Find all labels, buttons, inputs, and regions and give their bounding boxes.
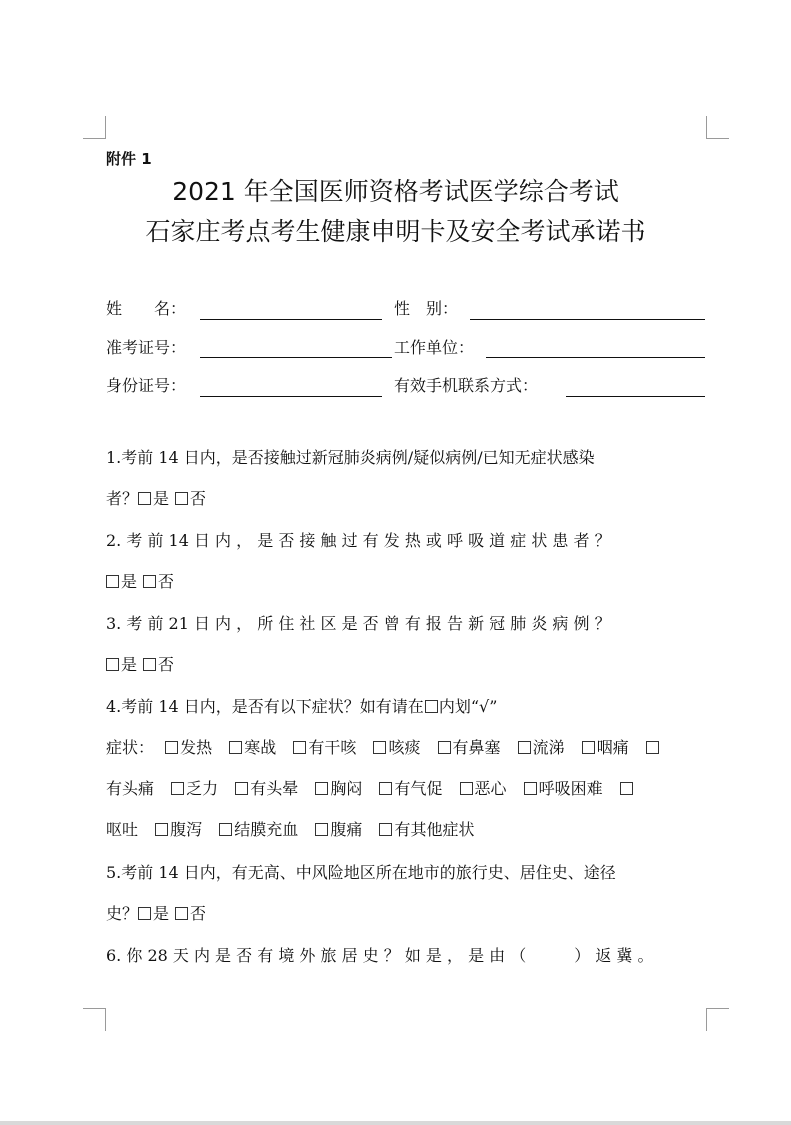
phone-label: 有效手机联系方式： [394,376,539,395]
gender-label: 性 别： [394,299,459,318]
symptom-dyspnea: 呼吸困难 [538,779,603,798]
phone-input-line[interactable] [566,396,705,397]
id-number-input-line[interactable] [200,396,382,397]
symptom-sputum: 咳痰 [388,738,421,757]
checkbox-shortness-of-breath[interactable] [379,782,392,795]
question-4-suffix: 内划“√” [438,697,498,716]
symptom-diarrhea: 腹泻 [170,820,203,839]
q2-no-label: 否 [158,572,175,591]
name-input-line[interactable] [200,319,382,320]
q5-no-label: 否 [190,904,207,923]
attachment-label: 附件 1 [106,150,152,168]
question-5-text: 5.考前 14 日内，有无高、中风险地区所在地市的旅行史、居住史、途径 [106,863,616,882]
example-checkbox-icon [425,700,438,713]
question-1-text: 1.考前 14 日内，是否接触过新冠肺炎病例/疑似病例/已知无症状感染 [106,448,595,467]
question-1-options [106,488,706,510]
name-label: 姓 名： [106,299,187,318]
crop-mark-top-left [83,116,106,139]
crop-mark-bottom-right [706,1008,729,1031]
checkbox-headache[interactable] [646,741,659,754]
checkbox-dizziness[interactable] [235,782,248,795]
symptoms-label: 症状： [106,738,155,757]
checkbox-chest-tightness[interactable] [315,782,328,795]
symptom-nausea: 恶心 [474,779,507,798]
symptoms-row-2 [106,778,706,800]
work-unit-input-line[interactable] [486,357,705,358]
checkbox-q5-yes[interactable] [138,907,151,920]
symptom-chills: 寒战 [244,738,277,757]
q3-no-label: 否 [158,655,175,674]
question-5-options [106,903,706,925]
checkbox-chills[interactable] [229,741,242,754]
q1-yes-label: 是 [153,489,170,508]
q3-yes-label: 是 [121,655,138,674]
symptom-dizziness: 有头晕 [250,779,299,798]
checkbox-dyspnea[interactable] [524,782,537,795]
symptom-chest-tightness: 胸闷 [330,779,363,798]
checkbox-q2-yes[interactable] [106,575,119,588]
question-2-options [106,571,706,593]
question-5-text-cont: 史？ [106,904,139,923]
checkbox-q2-no[interactable] [143,575,156,588]
checkbox-abdominal-pain[interactable] [315,823,328,836]
gender-input-line[interactable] [470,319,705,320]
symptom-fever: 发热 [180,738,213,757]
id-number-label: 身份证号： [106,376,187,395]
symptom-sore-throat: 咽痛 [596,738,629,757]
checkbox-dry-cough[interactable] [293,741,306,754]
checkbox-nasal-congestion[interactable] [438,741,451,754]
checkbox-q3-no[interactable] [143,658,156,671]
question-1-text-cont: 者？ [106,489,139,508]
work-unit-label: 工作单位： [394,338,475,357]
crop-mark-top-right [706,116,729,139]
checkbox-sputum[interactable] [373,741,386,754]
checkbox-runny-nose[interactable] [518,741,531,754]
checkbox-q3-yes[interactable] [106,658,119,671]
checkbox-q1-yes[interactable] [138,492,151,505]
symptom-conjunctival-congestion: 结膜充血 [234,820,299,839]
question-2-text: 2. 考 前 14 日 内 ， 是 否 接 触 过 有 发 热 或 呼 吸 道 症 状 患 者 ？ [106,531,611,550]
symptoms-row-3 [106,819,706,841]
checkbox-vomiting[interactable] [620,782,633,795]
symptom-fatigue: 乏力 [186,779,219,798]
checkbox-sore-throat[interactable] [582,741,595,754]
symptom-abdominal-pain: 腹痛 [330,820,363,839]
question-6-text: 6. 你 28 天 内 是 否 有 境 外 旅 居 史 ？ 如 是 ， 是 由 （ ） 返 冀 。 [106,946,654,965]
symptom-shortness-of-breath: 有气促 [394,779,443,798]
question-4-prefix: 4.考前 14 日内，是否有以下症状？如有请在 [106,697,424,716]
exam-number-label: 准考证号： [106,338,187,357]
document-title-line-2: 石家庄考点考生健康申明卡及安全考试承诺书 [145,217,646,246]
q2-yes-label: 是 [121,572,138,591]
q1-no-label: 否 [190,489,207,508]
symptom-nasal-congestion: 有鼻塞 [452,738,501,757]
question-4-text [106,696,706,718]
symptoms-row-1 [106,737,706,759]
crop-mark-bottom-left [83,1008,106,1031]
checkbox-other-symptoms[interactable] [379,823,392,836]
checkbox-diarrhea[interactable] [155,823,168,836]
q5-yes-label: 是 [153,904,170,923]
symptom-headache: 有头痛 [106,779,155,798]
checkbox-nausea[interactable] [460,782,473,795]
question-3-text: 3. 考 前 21 日 内 ， 所 住 社 区 是 否 曾 有 报 告 新 冠 肺 炎 病 例 ？ [106,614,611,633]
checkbox-fever[interactable] [165,741,178,754]
symptom-runny-nose: 流涕 [532,738,565,757]
symptom-dry-cough: 有干咳 [308,738,357,757]
symptom-vomiting: 呕吐 [106,820,139,839]
symptom-other: 有其他症状 [394,820,475,839]
checkbox-fatigue[interactable] [171,782,184,795]
exam-number-input-line[interactable] [200,357,392,358]
page-bottom-edge [0,1121,791,1125]
checkbox-conjunctival-congestion[interactable] [219,823,232,836]
checkbox-q1-no[interactable] [175,492,188,505]
question-3-options [106,654,706,676]
checkbox-q5-no[interactable] [175,907,188,920]
document-title-line-1: 2021 年全国医师资格考试医学综合考试 [172,177,619,206]
